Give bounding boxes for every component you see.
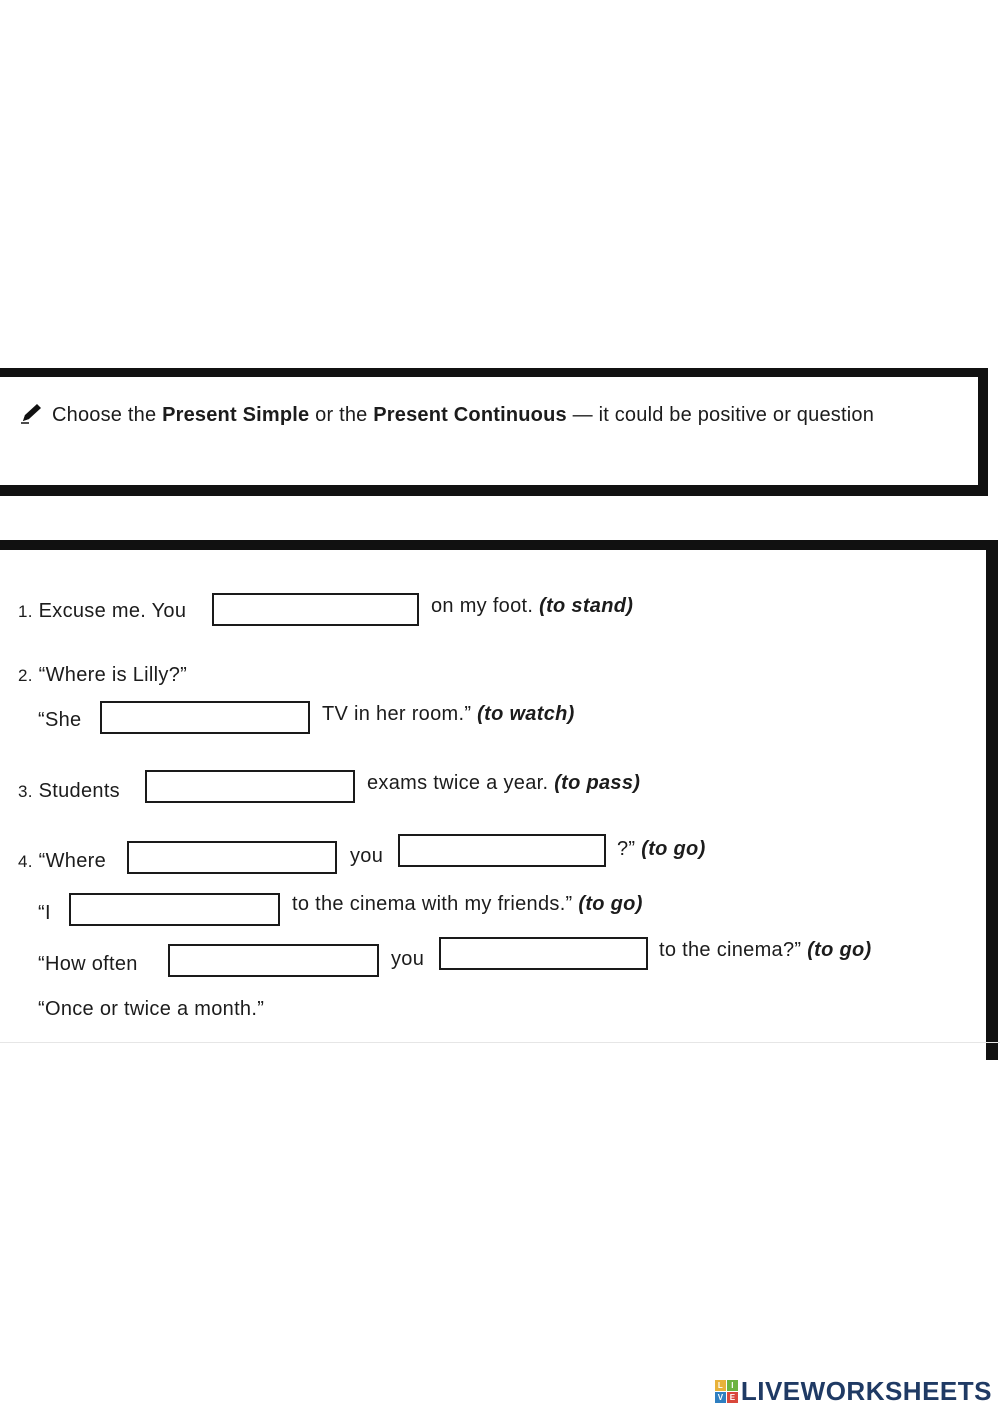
verb-hint: (to go) bbox=[641, 838, 706, 860]
instruction-tense-2: Present Continuous bbox=[373, 404, 567, 426]
question-text: exams twice a year. bbox=[367, 772, 549, 794]
question-4-middle bbox=[350, 845, 383, 868]
logo-mark-letter: E bbox=[727, 1392, 738, 1403]
question-text: “Where bbox=[38, 850, 107, 872]
question-text: you bbox=[350, 845, 384, 867]
question-text: “Where is Lilly?” bbox=[38, 664, 188, 686]
question-4-end bbox=[617, 838, 706, 861]
verb-hint: (to go) bbox=[578, 893, 643, 915]
pencil-icon bbox=[20, 402, 46, 424]
question-4b-start bbox=[38, 902, 51, 925]
liveworksheets-logo bbox=[715, 1377, 992, 1405]
logo-text: LIVEWORKSHEETS bbox=[740, 1375, 992, 1406]
question-4b-end bbox=[292, 893, 643, 916]
question-3-end bbox=[367, 772, 640, 795]
answer-input-q4c-2[interactable] bbox=[439, 937, 648, 970]
verb-hint: (to stand) bbox=[539, 595, 634, 617]
question-text: “Once or twice a month.” bbox=[38, 998, 265, 1020]
answer-input-q2[interactable] bbox=[100, 701, 310, 734]
divider bbox=[0, 1042, 1000, 1043]
question-3-start bbox=[18, 780, 120, 803]
logo-mark-letter: V bbox=[715, 1392, 726, 1403]
question-1-end bbox=[431, 595, 633, 618]
question-text: on my foot. bbox=[431, 595, 534, 617]
question-text: “She bbox=[38, 709, 82, 731]
question-text: to the cinema with my friends.” bbox=[292, 893, 573, 915]
question-text: ?” bbox=[617, 838, 636, 860]
question-number: 1. bbox=[18, 602, 33, 621]
answer-input-q1[interactable] bbox=[212, 593, 419, 626]
question-text: Excuse me. You bbox=[38, 600, 187, 622]
question-4d bbox=[38, 998, 264, 1021]
answer-input-q4a-1[interactable] bbox=[127, 841, 337, 874]
instruction-middle: or the bbox=[309, 404, 374, 426]
question-2-end bbox=[322, 703, 575, 726]
answer-input-q4b[interactable] bbox=[69, 893, 280, 926]
question-text: “I bbox=[38, 902, 51, 924]
instruction-tense-1: Present Simple bbox=[162, 404, 310, 426]
answer-input-q3[interactable] bbox=[145, 770, 355, 803]
logo-mark-letter: I bbox=[727, 1380, 738, 1391]
question-4c-start bbox=[38, 953, 138, 976]
question-number: 3. bbox=[18, 782, 33, 801]
verb-hint: (to pass) bbox=[554, 772, 641, 794]
question-2-start bbox=[38, 709, 81, 732]
logo-mark-letter: L bbox=[715, 1380, 726, 1391]
question-1-start bbox=[18, 600, 186, 623]
question-number: 4. bbox=[18, 852, 33, 871]
answer-input-q4c-1[interactable] bbox=[168, 944, 379, 977]
instruction-box bbox=[0, 368, 988, 496]
instruction-suffix: — it could be positive or question bbox=[566, 404, 875, 426]
verb-hint: (to watch) bbox=[477, 703, 575, 725]
question-4c-end bbox=[659, 939, 872, 962]
answer-input-q4a-2[interactable] bbox=[398, 834, 606, 867]
instruction-text bbox=[20, 402, 874, 427]
question-text: “How often bbox=[38, 953, 138, 975]
question-number: 2. bbox=[18, 666, 33, 685]
logo-mark-icon bbox=[715, 1380, 738, 1403]
question-4c-middle bbox=[391, 948, 424, 971]
question-text: Students bbox=[38, 780, 120, 802]
question-text: TV in her room.” bbox=[322, 703, 472, 725]
instruction-prefix: Choose the bbox=[52, 404, 163, 426]
question-2-line-1 bbox=[18, 664, 187, 687]
verb-hint: (to go) bbox=[807, 939, 872, 961]
question-4-start bbox=[18, 850, 106, 873]
question-text: you bbox=[391, 948, 425, 970]
question-text: to the cinema?” bbox=[659, 939, 802, 961]
